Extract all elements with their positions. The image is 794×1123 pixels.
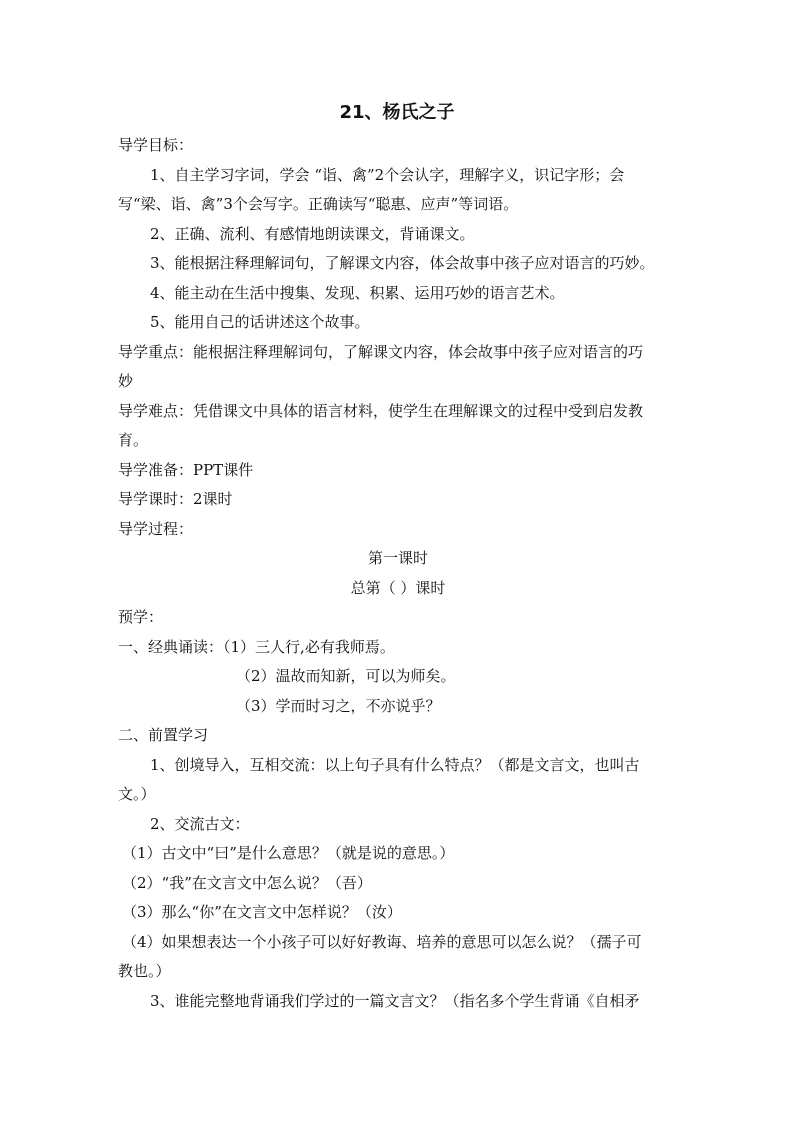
line-difficulty-cont: 育。: [118, 431, 149, 449]
line-prelearning: 预学：: [118, 608, 164, 626]
line-step-1: 1、创境导入，互相交流：以上句子具有什么特点？（都是文言文，也叫古: [150, 755, 640, 774]
line-step-3: 3、谁能完整地背诵我们学过的一篇文言文？（指名多个学生背诵《自相矛: [150, 991, 640, 1010]
line-goal-3: 3、能根据注释理解词句，了解课文内容，体会故事中孩子应对语言的巧妙。: [150, 254, 655, 272]
line-step-1-cont: 文。）: [118, 785, 156, 803]
line-question-3: （3）那么“你”在文言文中怎样说？（汝）: [122, 903, 402, 921]
line-goals-heading: 导学目标：: [118, 136, 194, 154]
line-preparation: 导学准备：PPT课件: [118, 460, 254, 479]
document-body: [118, 131, 678, 1016]
line-key-point: 导学重点：能根据注释理解词句，了解课文内容，体会故事中孩子应对语言的巧: [118, 342, 644, 361]
line-pre-study-heading: 二、前置学习: [118, 726, 209, 744]
line-goal-2: 2、正确、流利、有感情地朗读课文，背诵课文。: [150, 224, 475, 243]
line-goal-1: 1、自主学习字词，学会 “诣、禽”2个会认字，理解字义，识记字形；会: [150, 165, 625, 184]
line-question-2: （2）“我”在文言文中怎么说？（吾）: [122, 873, 372, 892]
line-question-1: （1）古文中“曰”是什么意思？（就是说的意思。）: [122, 844, 455, 862]
line-goal-1-cont: 写“梁、诣、禽”3个会写字。正确读写“聪惠、应声”等词语。: [118, 195, 519, 213]
line-total-period: 总第（ ）课时: [350, 578, 446, 597]
line-classic-reading-3: （3）学而时习之，不亦说乎？: [236, 696, 441, 715]
line-goal-5: 5、能用自己的话讲述这个故事。: [150, 313, 370, 331]
line-goal-4: 4、能主动在生活中搜集、发现、积累、运用巧妙的语言艺术。: [150, 283, 565, 302]
line-question-4-cont: 教也。）: [118, 962, 171, 980]
line-question-4: （4）如果想表达一个小孩子可以好好教诲、培养的意思可以怎么说？（孺子可: [122, 932, 642, 951]
line-periods: 导学课时：2课时: [118, 490, 233, 508]
line-classic-reading-2: （2）温故而知新，可以为师矣。: [236, 667, 456, 685]
document-title: 21、杨氏之子: [339, 102, 455, 123]
line-step-2: 2、交流古文：: [150, 814, 250, 833]
line-difficulty: 导学难点：凭借课文中具体的语言材料，使学生在理解课文的过程中受到启发教: [118, 401, 644, 420]
line-classic-reading-1: 一、经典诵读：（1）三人行,必有我师焉。: [118, 637, 395, 656]
line-process-heading: 导学过程：: [118, 519, 194, 538]
line-key-point-cont: 妙: [118, 372, 134, 390]
line-first-period: 第一课时: [367, 549, 428, 567]
